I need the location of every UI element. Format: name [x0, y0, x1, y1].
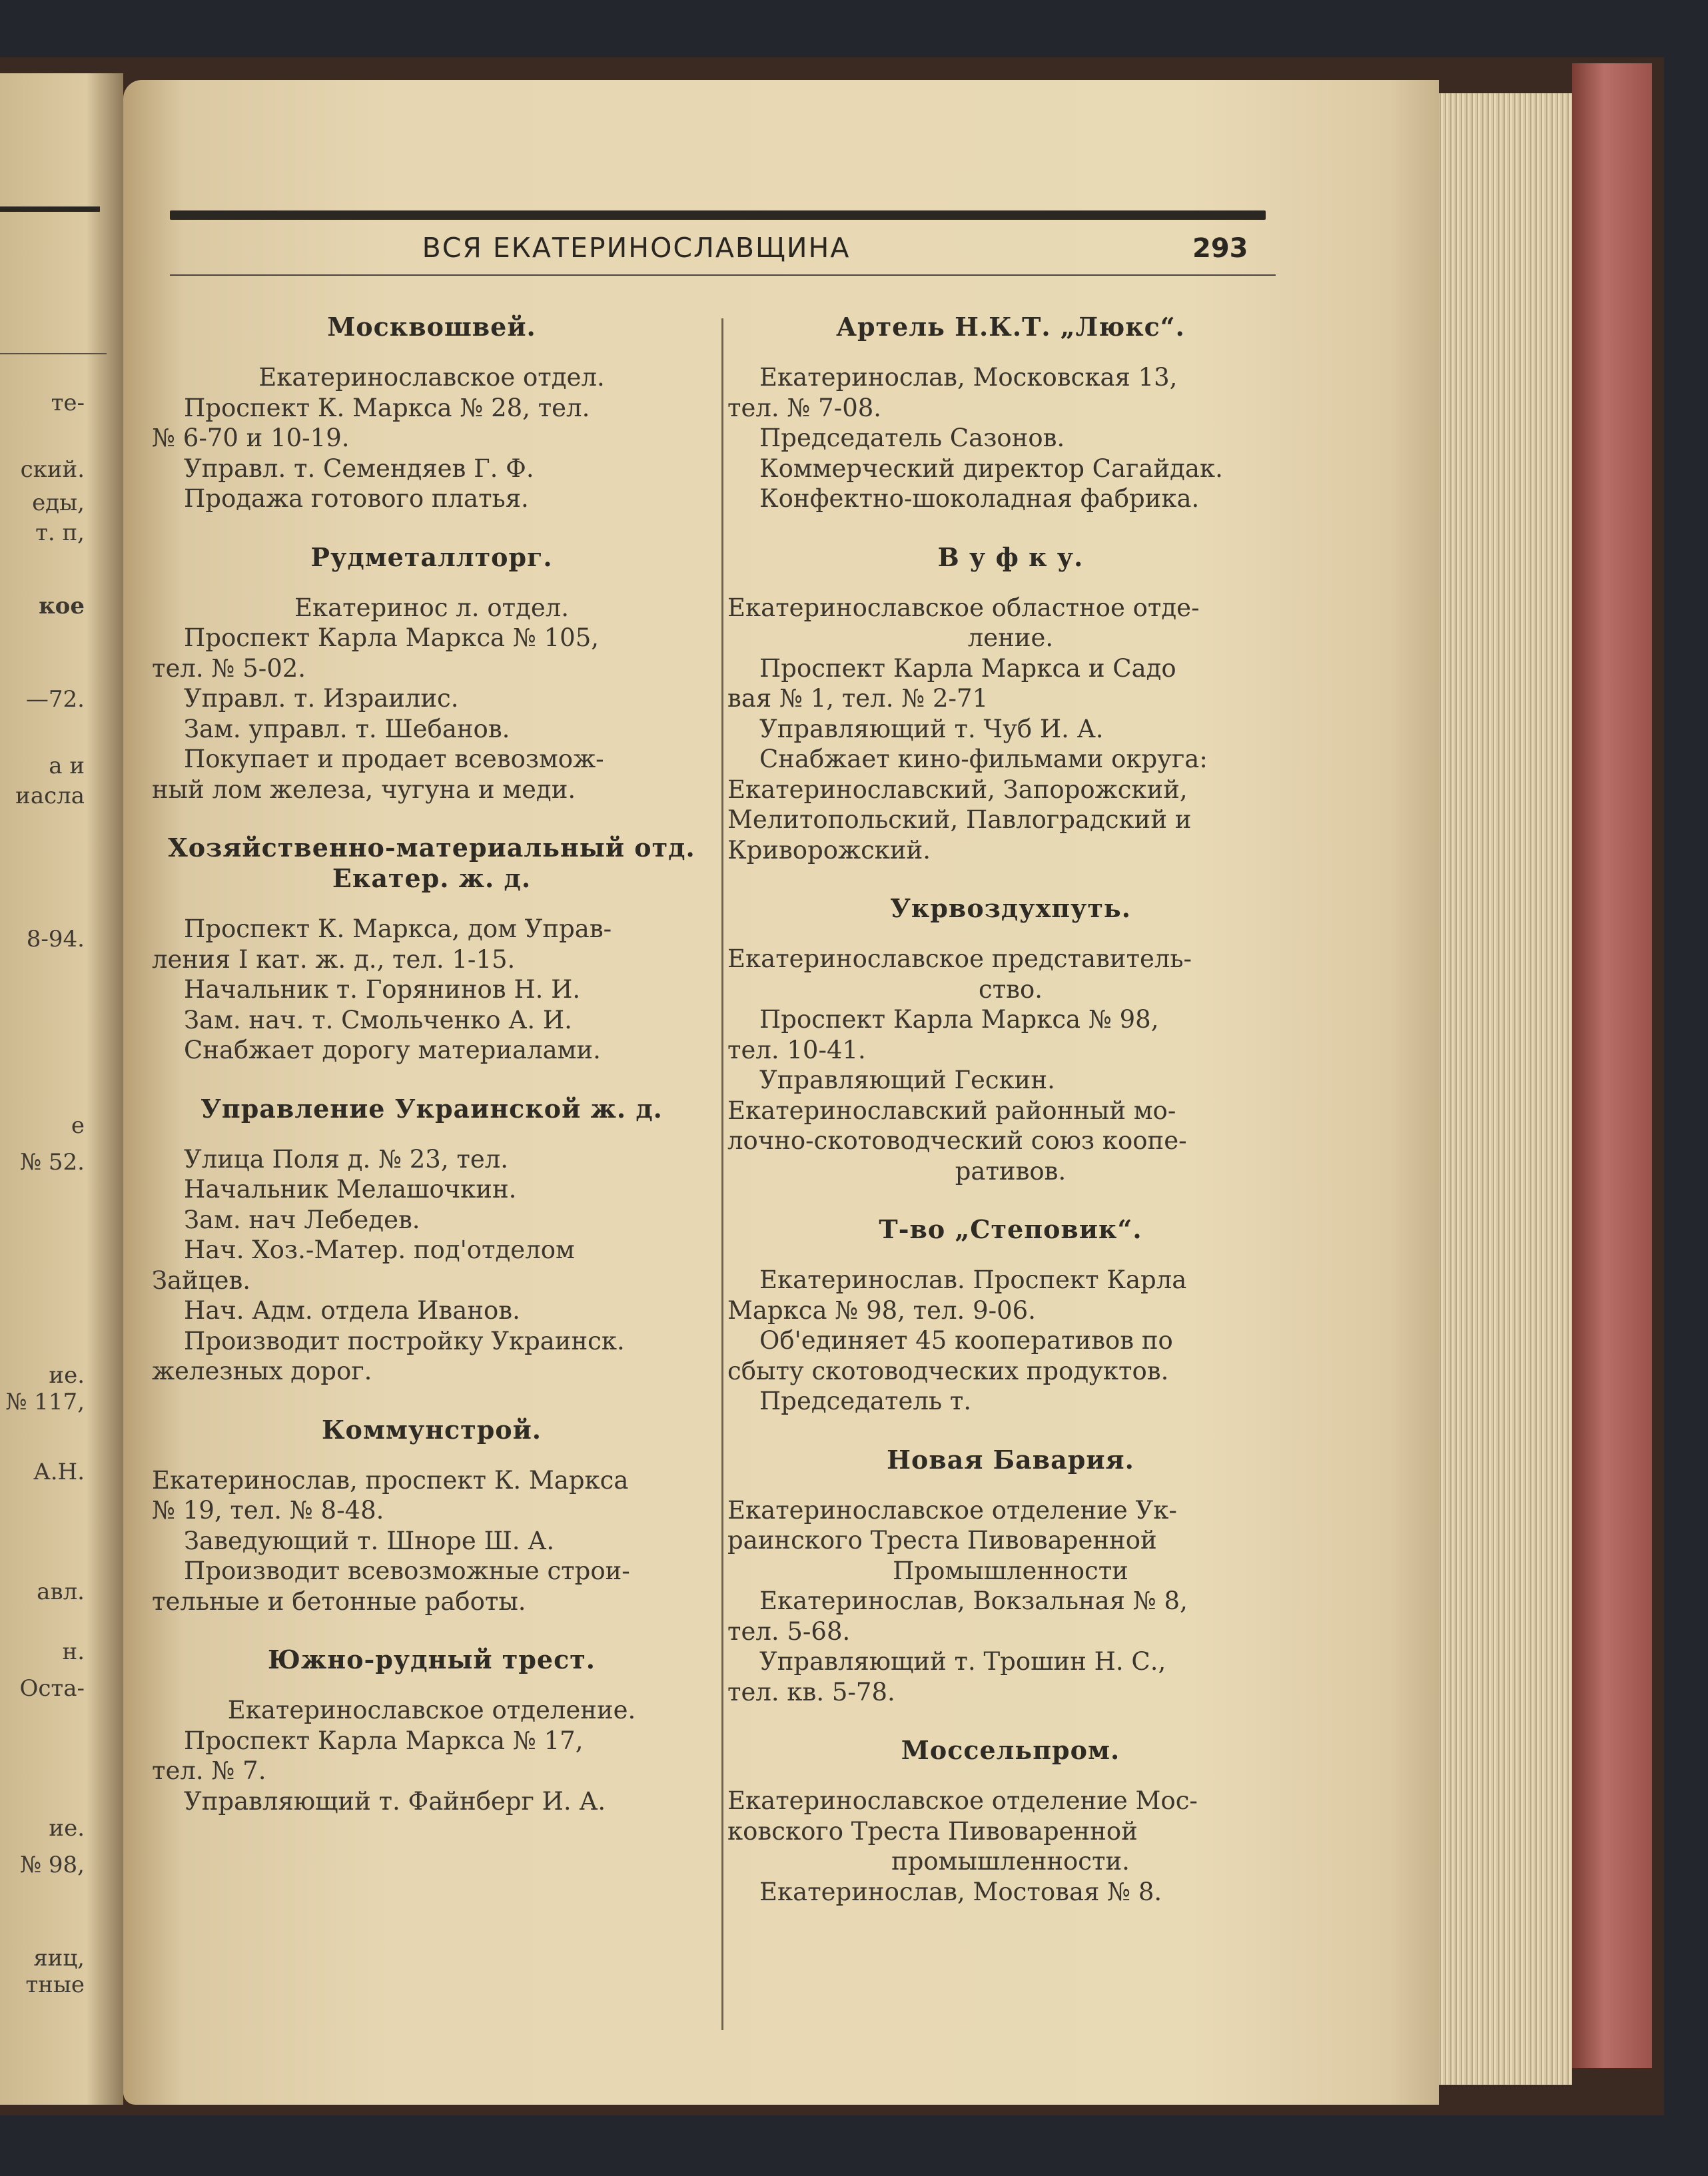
entry-line: раинского Треста Пивоваренной [727, 1526, 1157, 1555]
entry-title: Укрвоздухпуть. [890, 893, 1131, 923]
entry-title: Коммунстрой. [321, 1414, 542, 1445]
entry-line: Об'единяет 45 кооперативов по [759, 1326, 1173, 1355]
entry-line: Управляющий Гескин. [759, 1066, 1055, 1094]
entry-title: Хозяйственно-материальный отд. [168, 833, 695, 863]
entry-line: Улица Поля д. № 23, тел. [184, 1144, 508, 1174]
directory-entry [727, 1445, 1294, 1708]
left-page-text-fragment: тные [25, 1972, 85, 1998]
entry-title: В у ф к у. [937, 542, 1084, 572]
entry-line: Проспект К. Маркса № 28, тел. [184, 393, 590, 422]
entry-line: Председатель Сазонов. [759, 424, 1065, 452]
entry-line: Коммерческий директор Сагайдак. [759, 454, 1223, 483]
entry-line: Проспект Карла Маркса № 17, [184, 1726, 584, 1755]
entry-line: Зам. нач Лебедев. [184, 1205, 420, 1234]
left-page-text-fragment: авл. [37, 1579, 85, 1605]
left-page-text-fragment: № 52. [19, 1149, 85, 1176]
entry-line: тел. кв. 5-78. [727, 1677, 895, 1706]
entry-line: ство. [978, 974, 1043, 1004]
entry-line: Маркса № 98, тел. 9-06. [727, 1295, 1036, 1325]
left-page-fragment [0, 73, 123, 2105]
entry-line: Производит постройку Украинск. [184, 1326, 625, 1355]
entry-title: Т-во „Степовик“. [879, 1214, 1142, 1244]
entry-line: тел. № 7. [152, 1756, 266, 1785]
entry-line: Начальник Мелашочкин. [184, 1175, 517, 1204]
entry-line: Конфектно-шоколадная фабрика. [759, 484, 1200, 513]
left-page-rule-thin [0, 353, 107, 354]
left-page-text-fragment: —72. [25, 686, 85, 713]
entry-title-line2: Екатер. ж. д. [332, 863, 532, 893]
entry-line: Екатеринославское областное отде- [727, 593, 1200, 622]
entry-line: Екатеринослав, Мостовая № 8. [759, 1877, 1162, 1906]
entry-line: Проспект Карла Маркса № 98, [759, 1005, 1159, 1034]
entry-line: ративов. [955, 1156, 1067, 1186]
entry-title: Южно-рудный трест. [268, 1644, 596, 1674]
entry-title: Управление Украинской ж. д. [201, 1093, 663, 1124]
entry-line: Управляющий т. Чуб И. А. [759, 714, 1104, 743]
left-page-text-fragment: еды, [32, 490, 85, 516]
directory-entry [152, 833, 711, 1066]
entry-line: Председатель т. [759, 1387, 972, 1415]
entry-line: сбыту скотоводческих продуктов. [727, 1356, 1169, 1385]
left-page-text-fragment: № 117, [5, 1389, 85, 1415]
entry-line: промышленности. [891, 1847, 1130, 1876]
entry-line: тел. № 5-02. [152, 653, 306, 683]
entry-line: железных дорог. [152, 1357, 372, 1385]
directory-entry [152, 312, 711, 514]
entry-line: Проспект К. Маркса, дом Управ- [184, 914, 612, 943]
directory-entry [727, 893, 1294, 1186]
entry-line: Екатеринославский районный мо- [727, 1096, 1176, 1125]
entry-line: Нач. Адм. отдела Иванов. [184, 1296, 520, 1325]
running-header-title: ВСЯ ЕКАТЕРИНОСЛАВЩИНА [422, 232, 851, 264]
entry-line: ления I кат. ж. д., тел. 1-15. [152, 944, 516, 974]
left-page-text-fragment: н. [62, 1638, 85, 1665]
entry-line: Екатеринослав, Вокзальная № 8, [759, 1587, 1188, 1615]
entry-line: Екатеринославское отделение. [227, 1696, 636, 1724]
directory-entry [727, 312, 1294, 514]
directory-entry [727, 1214, 1294, 1417]
left-page-text-fragment: те- [51, 390, 85, 416]
entry-line: Управляющий т. Файнберг И. А. [184, 1786, 606, 1816]
entry-line: Зам. нач. т. Смольченко А. И. [184, 1005, 572, 1034]
entry-line: № 6-70 и 10-19. [152, 424, 350, 452]
left-page-text-fragment: е [71, 1112, 85, 1139]
entry-line: Проспект Карла Маркса № 105, [184, 623, 600, 652]
directory-entry [152, 1415, 711, 1617]
left-page-rule [0, 206, 100, 212]
entry-line: Екатеринославское отделение Ук- [727, 1495, 1177, 1525]
entry-line: тельные и бетонные работы. [152, 1587, 526, 1616]
entry-line: Начальник т. Горянинов Н. И. [184, 975, 581, 1004]
entry-line: Заведующий т. Шноре Ш. А. [184, 1526, 555, 1555]
entry-line: Промышленности [893, 1556, 1128, 1585]
entry-line: Екатеринослав. Проспект Карла [759, 1266, 1187, 1294]
entry-title: Рудметаллторг. [310, 542, 553, 572]
left-page-text-fragment: 8-94. [26, 926, 85, 952]
directory-entry [152, 1094, 711, 1387]
entry-line: Екатеринославское отделение Мос- [727, 1786, 1198, 1815]
entry-line: ковского Треста Пивоваренной [727, 1816, 1138, 1846]
book-cover-edge [1572, 63, 1652, 2068]
entry-line: Криворожский. [727, 835, 931, 865]
entry-line: Екатеринославское отдел. [258, 363, 605, 392]
entry-line: Снабжает кино-фильмами округа: [759, 745, 1208, 773]
entry-line: Снабжает дорогу материалами. [184, 1036, 601, 1064]
left-page-text-fragment: Оста- [19, 1675, 85, 1702]
header-rule-thin [170, 274, 1276, 276]
entry-line: Зайцев. [152, 1266, 251, 1295]
left-page-text-fragment: т. п, [35, 520, 85, 546]
entry-title: Моссельпром. [901, 1735, 1120, 1765]
entry-line: Екатеринославское представитель- [727, 944, 1192, 973]
entry-line: ление. [967, 623, 1054, 652]
header-rule-thick [170, 210, 1266, 220]
entry-line: Управл. т. Израилис. [184, 684, 459, 713]
directory-entry [152, 1644, 711, 1816]
entry-line: Екатеринославский, Запорожский, [727, 775, 1188, 804]
entry-line: Управляющий т. Трошин Н. С., [759, 1647, 1166, 1676]
entry-line: вая № 1, тел. № 2-71 [727, 684, 989, 713]
entry-line: Проспект Карла Маркса и Садо [759, 653, 1176, 683]
left-page-text-fragment: кое [39, 593, 85, 619]
left-page-text-fragment: ие. [49, 1815, 85, 1842]
entry-line: Покупает и продает всевозмож- [184, 745, 604, 773]
entry-line: Екатеринослав, проспект К. Маркса [152, 1465, 629, 1495]
right-column [727, 312, 1294, 1907]
entry-line: Производит всевозможные строи- [184, 1557, 630, 1585]
page-number: 293 [1192, 233, 1248, 264]
entry-line: Зам. управл. т. Шебанов. [184, 714, 510, 743]
directory-entry [727, 542, 1294, 866]
directory-entry [152, 542, 711, 805]
left-page-text-fragment: яиц, [33, 1945, 85, 1972]
entry-line: тел. 10-41. [727, 1035, 866, 1064]
entry-line: тел. № 7-08. [727, 393, 882, 422]
entry-line: ный лом железа, чугуна и меди. [152, 775, 576, 804]
left-page-text-fragment: А.Н. [33, 1459, 85, 1485]
left-page-text-fragment: а и [49, 753, 85, 779]
page-edges [1432, 93, 1572, 2085]
directory-entry [727, 1735, 1294, 1907]
entry-line: Екатеринослав, Московская 13, [759, 363, 1178, 392]
left-page-text-fragment: ский. [20, 456, 85, 483]
entry-line: тел. 5-68. [727, 1617, 851, 1646]
left-column [152, 312, 711, 1816]
entry-line: Мелитопольский, Павлоградский и [727, 805, 1192, 834]
entry-title: Москвошвей. [327, 312, 536, 342]
entry-title: Артель Н.К.Т. „Люкс“. [836, 312, 1185, 342]
entry-line: лочно-скотоводческий союз коопе- [727, 1126, 1187, 1155]
left-page-text-fragment: иасла [15, 783, 85, 809]
left-page-text-fragment: ие. [49, 1362, 85, 1389]
entry-line: Управл. т. Семендяев Г. Ф. [184, 454, 534, 483]
entry-line: Нач. Хоз.-Матер. под'отделом [184, 1236, 575, 1264]
left-page-text-fragment: № 98, [19, 1852, 85, 1878]
entry-title: Новая Бавария. [887, 1444, 1134, 1475]
entry-line: № 19, тел. № 8-48. [152, 1496, 384, 1525]
column-divider [721, 318, 723, 2030]
entry-line: Продажа готового платья. [184, 484, 529, 513]
entry-line: Екатеринос л. отдел. [294, 593, 570, 622]
